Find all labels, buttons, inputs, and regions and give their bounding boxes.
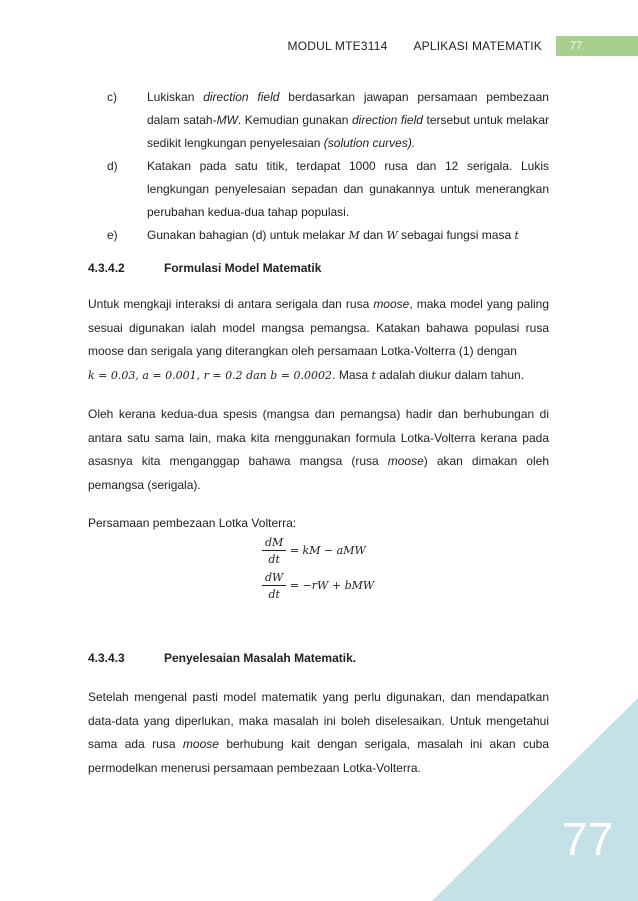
list-marker: c) xyxy=(107,90,117,104)
section-heading-penyelesaian xyxy=(88,651,356,665)
section-heading-formulasi xyxy=(88,261,321,275)
parameter-values: k = 0.03, a = 0.001, r = 0.2 dan b = 0.0002. xyxy=(88,368,336,382)
list-item-d: d) Katakan pada satu titik, terdapat 1000 rusa dan 12 serigala. Lukis lengkungan penyelesaian sepadan dan gunakannya untuk menerangkan perubahan kedua-dua tahap populasi. xyxy=(88,155,549,224)
corner-page-number: 77 xyxy=(562,813,614,865)
list-marker: d) xyxy=(107,159,118,173)
header-page-number: 77 xyxy=(556,36,638,56)
list-item-e: e) Gunakan bahagian (d) untuk melakar M dan W sebagai fungsi masa t xyxy=(88,224,549,247)
section-title: Formulasi Model Matematik xyxy=(164,261,322,275)
module-code: MODUL MTE3114 xyxy=(287,39,388,53)
section-title: Penyelesaian Masalah Matematik. xyxy=(164,651,357,665)
paragraph-spesis: Oleh kerana kedua-dua spesis (mangsa dan pemangsa) hadir dan berhubungan di antara satu sama lain, maka kita menggunakan formula Lotka-Volterra kerana pada asasnya kita menganggap bahawa mangsa (rusa moose) akan dimakan oleh pemangsa (serigala). xyxy=(88,407,549,492)
section-number: 4.3.4.2 xyxy=(88,261,125,275)
paragraph-persamaan-label: Persamaan pembezaan Lotka Volterra: xyxy=(88,516,297,530)
paragraph-interaksi: Untuk mengkaji interaksi di antara serigala dan rusa moose, maka model yang paling sesuai digunakan ialah model mangsa pemangsa. Katakan bahawa populasi rusa moose dan serigala yang diterangkan oleh persamaan Lotka-Volterra (1) dengan k = 0.03, a = 0.001, r = 0.2 dan b = 0.0002. Masa t adalah diukur dalam tahun. xyxy=(88,297,550,382)
list-item-c: c) Lukiskan direction field berdasarkan jawapan persamaan pembezaan dalam satah-MW. Kemudian gunakan direction field tersebut untuk melakar sedikit lengkungan penyelesaian (solution curves). xyxy=(88,86,549,155)
equation-dW-dt: $\frac{dW}{dt}$ = −rW + bMW xyxy=(262,571,374,601)
paragraph-penyelesaian: Setelah mengenal pasti model matematik yang perlu digunakan, dan mendapatkan data-data yang diperlukan, maka masalah ini boleh diselesaikan. Untuk mengetahui sama ada rusa moose berhubung kait dengan serigala, masalah ini akan cuba permodelkan menerusi persamaan pembezaan Lotka-Volterra. xyxy=(88,690,549,775)
corner-triangle-decoration xyxy=(432,698,638,901)
page-header xyxy=(288,36,638,56)
fraction: $\frac{dW}{dt}$ xyxy=(262,571,286,601)
equation-dM-dt: $\frac{dM}{dt}$ = kM − aMW xyxy=(262,536,366,566)
fraction: $\frac{dM}{dt}$ xyxy=(262,536,286,566)
section-number: 4.3.4.3 xyxy=(88,651,125,665)
exercise-list xyxy=(88,86,549,247)
subject-title: APLIKASI MATEMATIK xyxy=(413,39,542,53)
list-marker: e) xyxy=(107,228,118,242)
